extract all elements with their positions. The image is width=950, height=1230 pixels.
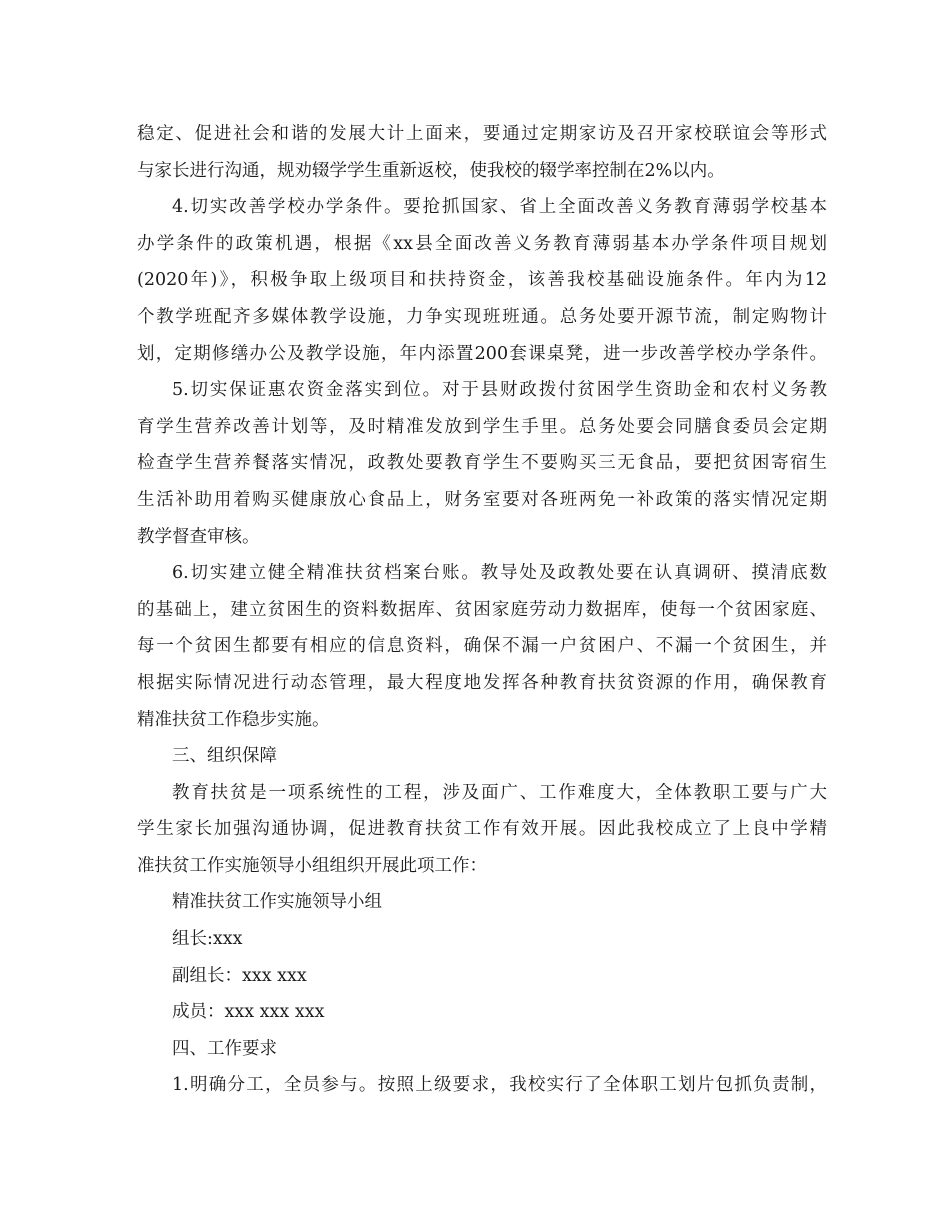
text-line: 稳定、促进社会和谐的发展大计上面来，要通过定期家访及召开家校联谊会等形式 [137, 124, 827, 144]
text-line: 个教学班配齐多媒体教学设施，力争实现班班通。总务处要开源节流，制定购物计 [137, 306, 827, 327]
section-heading: 三、组织保障 [172, 746, 277, 767]
text-line: 准扶贫工作实施领导小组组织开展此项工作： [137, 855, 487, 876]
text-line: 办学条件的政策机遇，根据《xx县全面改善义务教育薄弱基本办学条件项目规划 [137, 233, 827, 254]
text-line: 教学督查审核。 [137, 526, 260, 547]
text-line: 与家长进行沟通，规劝辍学学生重新返校，使我校的辍学率控制在2%以内。 [137, 160, 725, 181]
document-body [137, 116, 827, 1104]
group-members: 成员：xxx xxx xxx [172, 1002, 325, 1023]
text-line: 的基础上，建立贫困生的资料数据库、贫困家庭劳动力数据库，使每一个贫困家庭、 [137, 599, 827, 620]
text-line: 教育扶贫是一项系统性的工程，涉及面广、工作难度大，全体教职工要与广大 [172, 782, 827, 803]
section-heading: 四、工作要求 [172, 1038, 277, 1059]
group-deputy: 副组长：xxx xxx [172, 965, 307, 986]
text-line: 检查学生营养餐落实情况，政教处要教育学生不要购买三无食品，要把贫困寄宿生 [137, 453, 827, 474]
text-line: 划，定期修缮办公及教学设施，年内添置200套课桌凳，进一步改善学校办学条件。 [137, 343, 827, 364]
text-line: 1.明确分工，全员参与。按照上级要求，我校实行了全体职工划片包抓负责制， [172, 1075, 827, 1096]
text-line: 育学生营养改善计划等，及时精准发放到学生手里。总务处要会同膳食委员会定期 [137, 416, 827, 437]
text-line: 精准扶贫工作稳步实施。 [137, 709, 330, 730]
text-line: 每一个贫困生都要有相应的信息资料，确保不漏一户贫困户、不漏一个贫困生，并 [137, 636, 827, 657]
text-line: 生活补助用着购买健康放心食品上，财务室要对各班两免一补政策的落实情况定期 [137, 489, 827, 510]
text-line: 学生家长加强沟通协调，促进教育扶贫工作有效开展。因此我校成立了上良中学精 [137, 819, 827, 840]
text-line: 6.切实建立健全精准扶贫档案台账。教导处及政教处要在认真调研、摸清底数 [172, 563, 827, 584]
text-line: (2020年)》，积极争取上级项目和扶持资金，该善我校基础设施条件。年内为12 [137, 270, 827, 291]
group-leader: 组长:xxx [172, 929, 243, 950]
text-line: 4.切实改善学校办学条件。要抢抓国家、省上全面改善义务教育薄弱学校基本 [172, 197, 827, 218]
group-title: 精准扶贫工作实施领导小组 [172, 892, 382, 913]
text-line: 根据实际情况进行动态管理，最大程度地发挥各种教育扶贫资源的作用，确保教育 [137, 672, 827, 693]
text-line: 5.切实保证惠农资金落实到位。对于县财政拨付贫困学生资助金和农村义务教 [172, 380, 827, 401]
